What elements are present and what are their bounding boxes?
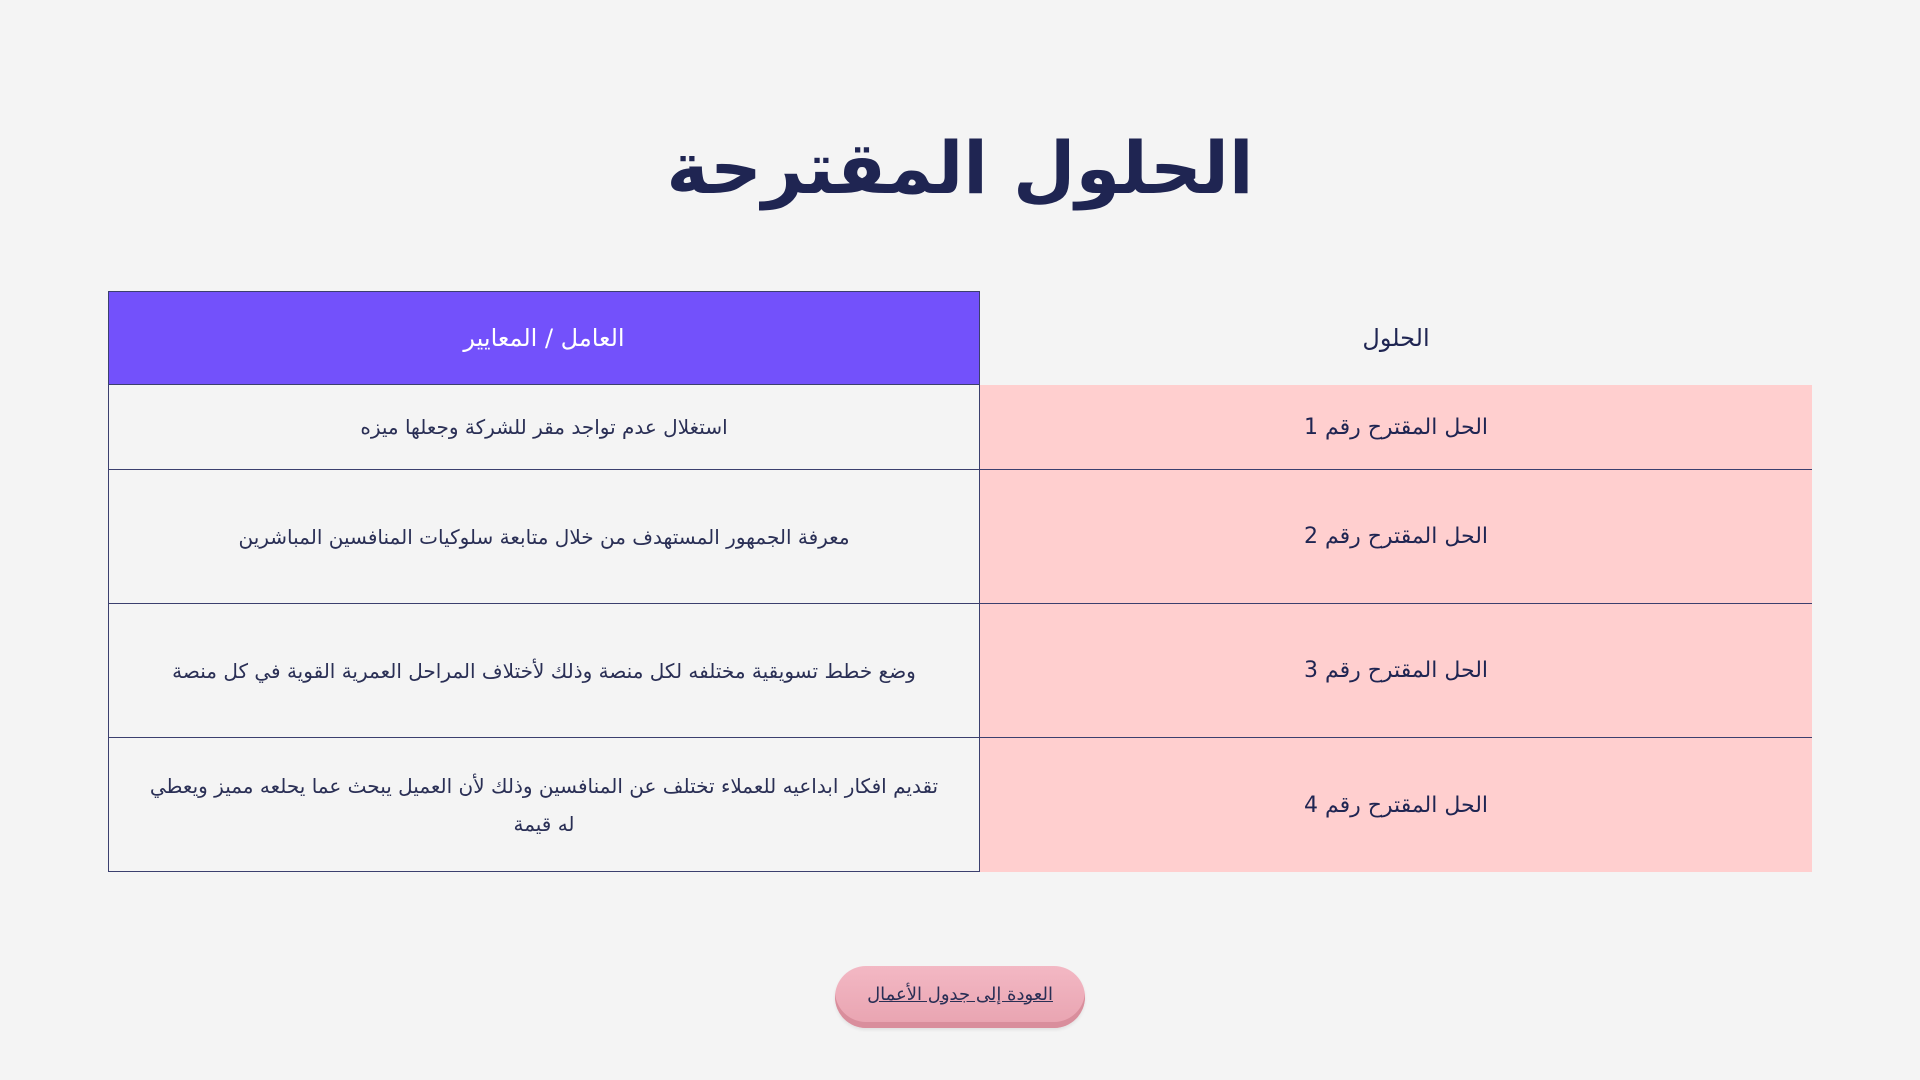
- page-title: الحلول المقترحة: [666, 126, 1254, 210]
- solutions-table: [108, 291, 1812, 872]
- table-row: [108, 470, 1812, 604]
- solution-cell: الحل المقترح رقم 1: [980, 385, 1812, 470]
- table-row: [108, 738, 1812, 872]
- back-to-agenda-button[interactable]: [835, 966, 1085, 1028]
- factor-cell: تقديم افكار ابداعيه للعملاء تختلف عن المنافسين وذلك لأن العميل يبحث عما يحلعه مميز ويعطي له قيمة: [108, 738, 980, 872]
- factor-cell: استغلال عدم تواجد مقر للشركة وجعلها ميزه: [108, 385, 980, 470]
- header-solutions: الحلول: [1362, 324, 1430, 352]
- back-to-agenda-label: العودة إلى جدول الأعمال: [867, 983, 1053, 1005]
- table-header-row: [108, 291, 1812, 385]
- table-row: [108, 385, 1812, 470]
- factor-cell: وضع خطط تسويقية مختلفه لكل منصة وذلك لأختلاف المراحل العمرية القوية في كل منصة: [108, 604, 980, 738]
- solution-cell: الحل المقترح رقم 3: [980, 604, 1812, 738]
- table-row: [108, 604, 1812, 738]
- solution-cell: الحل المقترح رقم 2: [980, 470, 1812, 604]
- header-factors: العامل / المعايير: [108, 291, 980, 385]
- factor-cell: معرفة الجمهور المستهدف من خلال متابعة سلوكيات المنافسين المباشرين: [108, 470, 980, 604]
- solution-cell: الحل المقترح رقم 4: [980, 738, 1812, 872]
